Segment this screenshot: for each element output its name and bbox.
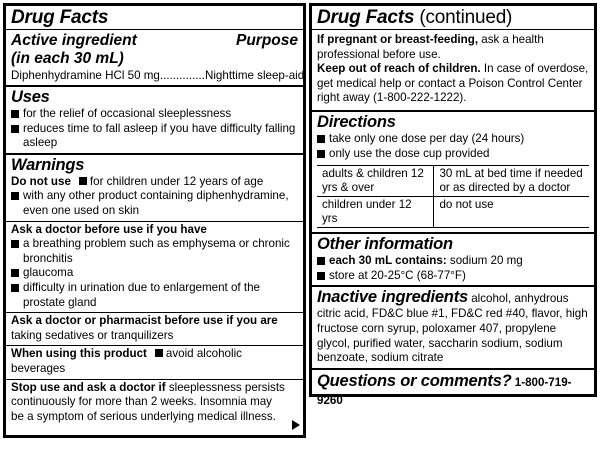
dosage-age-cell: children under 12 yrs: [317, 197, 434, 228]
inactive-ingredients-block: [317, 288, 589, 365]
directions-item-text: take only one dose per day (24 hours): [329, 131, 525, 145]
stop-use-label: Stop use and ask a doctor if: [11, 380, 166, 394]
active-ingredient-line: [11, 68, 305, 83]
active-ingredient-name: Diphenhydramine HCl 50 mg: [11, 69, 160, 82]
active-ingredient-subheading: (in each 30 mL): [11, 50, 124, 67]
ask-doctor-item-text: a breathing problem such as emphysema or chronic bronchitis: [23, 237, 290, 265]
uses-heading: Uses: [11, 88, 50, 106]
ask-doctor-heading: Ask a doctor before use if you have: [11, 222, 207, 236]
warnings-item-text: with any other product containing diphenhydramine, even one used on skin: [23, 189, 289, 217]
questions-phone: 1-800-719-9260: [317, 375, 572, 407]
directions-item: [317, 147, 589, 162]
stop-use-section: [6, 380, 303, 427]
pregnant-label: If pregnant or breast-feeding,: [317, 33, 479, 46]
inactive-ingredients-section: [312, 287, 594, 369]
inactive-ingredients-text: alcohol, anhydrous citric acid, FD&C blue #1, FD&C red #40, flavor, high fructose corn syrup, poloxamer 407, propylene glycol, purified water, saccharin sodium, sodium benzoate, sodium citrate: [317, 292, 588, 365]
ask-doctor-section: [6, 222, 303, 314]
drug-facts-title: Drug Facts: [11, 7, 109, 28]
do-not-use-label: Do not use: [11, 174, 71, 188]
drug-facts-title-text: Drug Facts: [317, 7, 415, 28]
bullet-square-icon: [317, 257, 325, 265]
bullet-square-icon: [11, 269, 19, 277]
bullet-square-icon: [11, 240, 19, 248]
uses-item-text: reduces time to fall asleep if you have difficulty falling asleep: [23, 121, 296, 150]
keep-out-text: In case of overdose, get medical help or contact a Poison Control Center right away (1-800-222-1222).: [317, 62, 589, 105]
ask-doctor-item-text: difficulty in urination due to enlargement of the prostate gland: [23, 280, 260, 309]
when-using-label: When using this product: [11, 347, 147, 361]
bullet-square-icon: [11, 192, 19, 200]
bullet-square-icon: [11, 284, 19, 292]
dosage-table: [317, 165, 589, 228]
ask-doctor-item-text: glaucoma: [23, 266, 74, 280]
drug-facts-continued-title: [317, 7, 589, 29]
other-information-label: each 30 mL contains:: [329, 254, 447, 268]
uses-item-text: for the relief of occasional sleeplessness: [23, 107, 232, 120]
ask-doctor-item: [11, 281, 298, 310]
inactive-ingredients-heading: Inactive ingredients: [317, 288, 468, 307]
directions-heading: Directions: [317, 112, 396, 131]
warnings-heading: Warnings: [11, 155, 85, 174]
stop-use-text-block: [11, 381, 287, 425]
bullet-square-icon: [155, 349, 163, 357]
bullet-square-icon: [317, 272, 325, 280]
drug-facts-continued-title-section: [312, 6, 594, 30]
warnings-item: [11, 189, 298, 218]
bullet-square-icon: [79, 177, 87, 185]
when-using-item: avoid alcoholic beverages: [11, 347, 242, 375]
keep-out-label: Keep out of reach of children.: [317, 62, 481, 76]
questions-section: [312, 370, 594, 411]
ask-doctor-item: [11, 266, 298, 281]
warnings-section: [6, 155, 303, 222]
do-not-use-line: [11, 175, 298, 190]
do-not-use-item: for children under 12 years of age: [89, 174, 264, 188]
keep-out-warning: [317, 62, 589, 106]
stop-use-text: sleeplessness persists continuously for more than 2 weeks. Insomnia may be a symptom of serious underlying medical illness.: [11, 380, 285, 423]
when-using-line: [11, 347, 298, 376]
active-ingredient-header: [11, 32, 298, 50]
leader-dots: ..............: [159, 69, 205, 82]
uses-item: [11, 107, 298, 122]
other-information-item: [317, 269, 589, 284]
purpose-heading: Purpose: [235, 32, 298, 49]
bullet-square-icon: [317, 135, 325, 143]
active-ingredient-section: [6, 30, 303, 87]
continued-suffix: (continued): [414, 7, 513, 28]
bullet-square-icon: [11, 125, 19, 133]
bullet-square-icon: [317, 150, 325, 158]
questions-line: [317, 372, 589, 409]
active-ingredient-heading: Active ingredient: [11, 32, 137, 49]
other-information-text: store at 20-25°C (68-77°F): [329, 268, 466, 282]
table-row: [317, 197, 589, 228]
continue-arrow-icon: [292, 420, 300, 430]
drug-facts-panel-right: [309, 3, 597, 407]
uses-item: [11, 122, 298, 151]
table-row: [317, 166, 589, 197]
active-ingredient-purpose: Nighttime sleep-aid: [204, 69, 305, 82]
other-information-text: sodium 20 mg: [446, 254, 523, 268]
ask-pharmacist-section: [6, 313, 303, 346]
drug-facts-title-section: [6, 6, 303, 30]
other-information-section: [312, 234, 594, 287]
dosage-amount-cell: 30 mL at bed time if needed or as directed by a doctor: [434, 166, 589, 197]
uses-section: [6, 87, 303, 155]
ask-pharmacist-heading: Ask a doctor or pharmacist before use if you are: [11, 314, 278, 328]
questions-heading: Questions or comments?: [317, 371, 512, 390]
pregnant-warning: [317, 33, 589, 62]
drug-facts-panel-left: [3, 3, 306, 438]
bullet-square-icon: [11, 110, 19, 118]
directions-item: [317, 132, 589, 147]
directions-item-text: only use the dose cup provided: [329, 146, 490, 160]
dosage-age-cell: adults & children 12 yrs & over: [317, 166, 434, 197]
pregnant-text: ask a health professional before use.: [317, 33, 544, 61]
other-information-item: [317, 254, 589, 269]
pregnancy-keep-out-section: [312, 30, 594, 112]
other-information-heading: Other information: [317, 235, 453, 254]
when-using-section: [6, 346, 303, 379]
ask-pharmacist-text: taking sedatives or tranquilizers: [11, 328, 174, 342]
ask-doctor-item: [11, 237, 298, 266]
dosage-amount-cell: do not use: [434, 197, 589, 228]
directions-section: [312, 112, 594, 234]
